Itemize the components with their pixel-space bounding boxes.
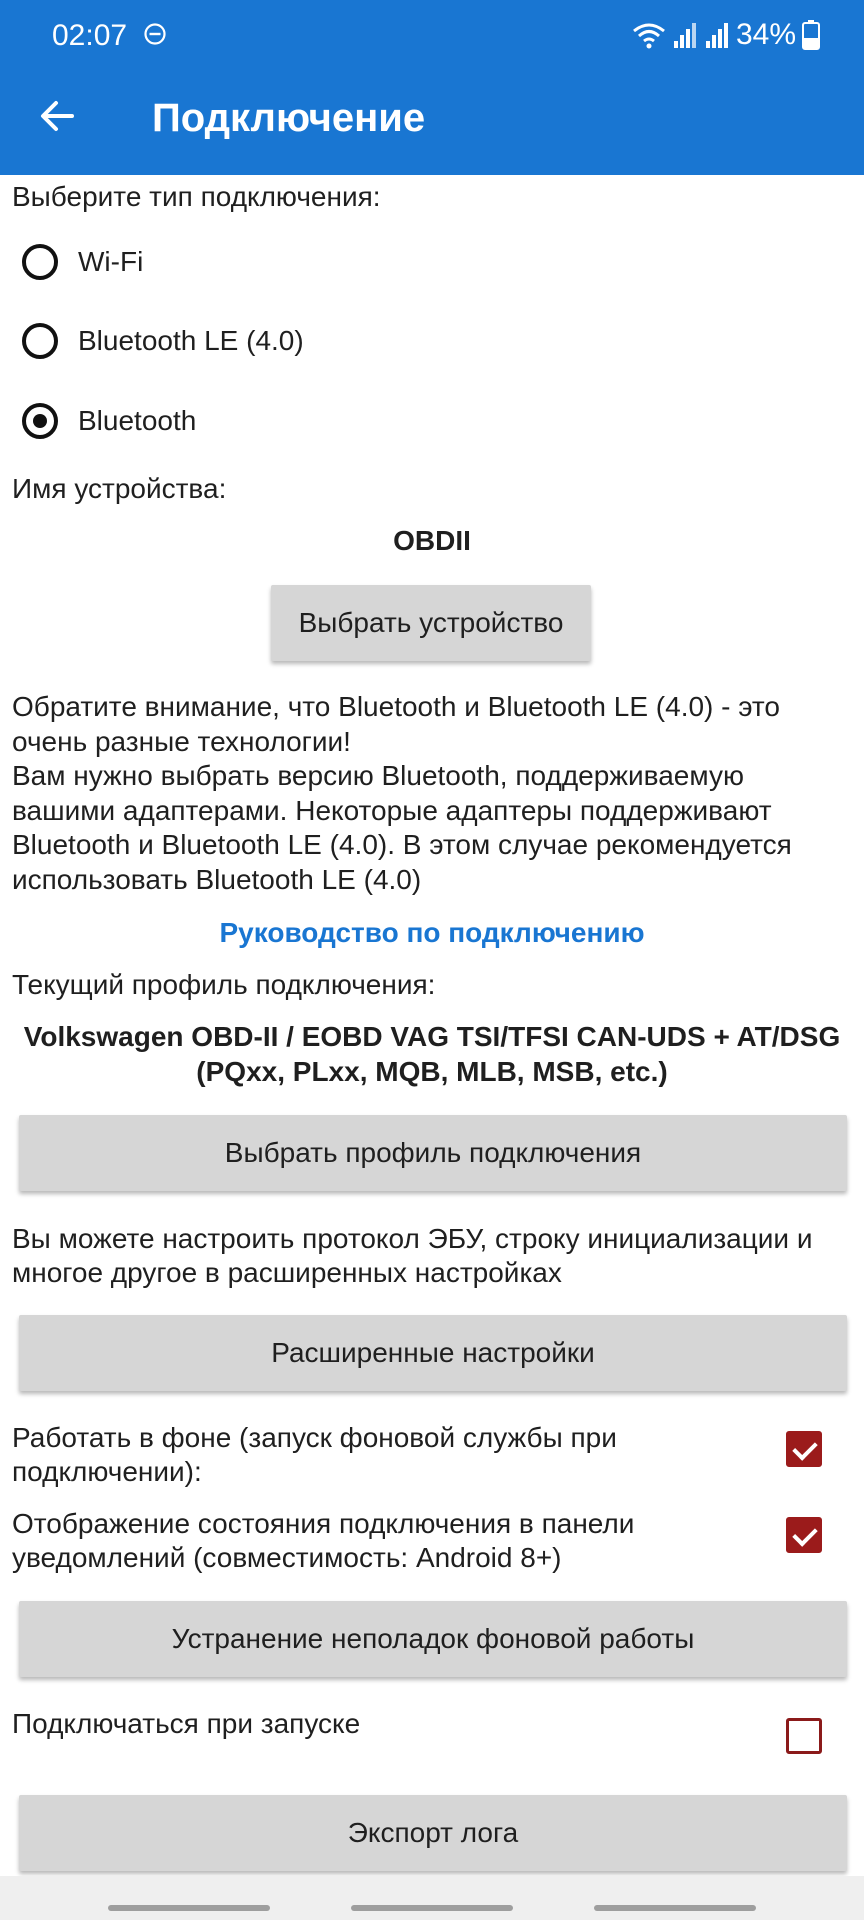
connection-guide-link[interactable]: Руководство по подключению <box>219 917 645 948</box>
advanced-hint-line: Вы можете настроить протокол ЭБУ, строку инициализации и <box>12 1223 813 1254</box>
profile-name-line: Volkswagen OBD-II / EOBD VAG TSI/TFSI CAN-UDS + AT/DSG <box>23 1021 841 1052</box>
nav-handle[interactable] <box>594 1905 756 1911</box>
current-profile-label: Текущий профиль подключения: <box>12 969 436 1000</box>
device-name-value: OBDII <box>393 525 471 556</box>
do-not-disturb-icon <box>143 22 167 46</box>
notice-line: Обратите внимание, что Bluetooth и Bluetooth LE (4.0) - это <box>12 691 781 722</box>
background-checkbox[interactable] <box>786 1431 822 1467</box>
radio-bluetooth[interactable] <box>22 393 86 449</box>
notice-line: Bluetooth и Bluetooth LE (4.0). В этом случае рекомендуется <box>12 829 792 860</box>
troubleshoot-background-button[interactable]: Устранение неполадок фоновой работы <box>19 1601 847 1677</box>
app-bar <box>0 0 864 175</box>
export-log-button[interactable]: Экспорт лога <box>19 1795 847 1871</box>
status-bar <box>0 0 864 72</box>
battery-percent: 34% <box>735 18 796 51</box>
status-time: 02:07 <box>52 19 128 52</box>
page-title: Подключение <box>152 96 426 140</box>
wifi-icon <box>632 21 666 49</box>
notification-option-label: уведомлений (совместимость: Android 8+) <box>12 1542 562 1573</box>
system-nav-bar <box>0 1876 864 1920</box>
notice-line: Вам нужно выбрать версию Bluetooth, поддерживаемую <box>12 760 744 791</box>
status-icons <box>632 18 820 52</box>
connect-on-start-label: Подключаться при запуске <box>12 1708 361 1739</box>
select-device-button[interactable]: Выбрать устройство <box>271 585 591 661</box>
notice-line: вашими адаптерами. Некоторые адаптеры поддерживают <box>12 795 772 826</box>
signal-icon <box>672 21 698 49</box>
connection-type-label: Выберите тип подключения: <box>12 181 381 212</box>
battery-icon <box>802 20 820 50</box>
connect-on-start-checkbox[interactable] <box>786 1718 822 1754</box>
radio-wifi-label[interactable]: Wi-Fi <box>78 246 144 277</box>
signal-icon <box>704 21 730 49</box>
nav-handle[interactable] <box>108 1905 270 1911</box>
radio-bluetooth-le[interactable] <box>22 313 86 369</box>
background-option-label: Работать в фоне (запуск фоновой службы при <box>12 1422 617 1453</box>
radio-bluetooth-le-label[interactable]: Bluetooth LE (4.0) <box>78 325 304 356</box>
notification-option-label: Отображение состояния подключения в панели <box>12 1508 635 1539</box>
select-profile-button[interactable]: Выбрать профиль подключения <box>19 1115 847 1191</box>
notice-line: использовать Bluetooth LE (4.0) <box>12 864 422 895</box>
radio-bluetooth-label[interactable]: Bluetooth <box>78 405 197 436</box>
background-option-label: подключении): <box>12 1456 202 1487</box>
nav-handle[interactable] <box>351 1905 513 1911</box>
back-arrow-icon[interactable] <box>36 95 78 137</box>
radio-wifi[interactable] <box>22 234 86 290</box>
advanced-settings-button[interactable]: Расширенные настройки <box>19 1315 847 1391</box>
advanced-hint-line: многое другое в расширенных настройках <box>12 1257 562 1288</box>
notice-line: очень разные технологии! <box>12 726 351 757</box>
profile-name-line: (PQxx, PLxx, MQB, MLB, MSB, etc.) <box>196 1056 668 1087</box>
notification-checkbox[interactable] <box>786 1517 822 1553</box>
device-name-label: Имя устройства: <box>12 473 227 504</box>
